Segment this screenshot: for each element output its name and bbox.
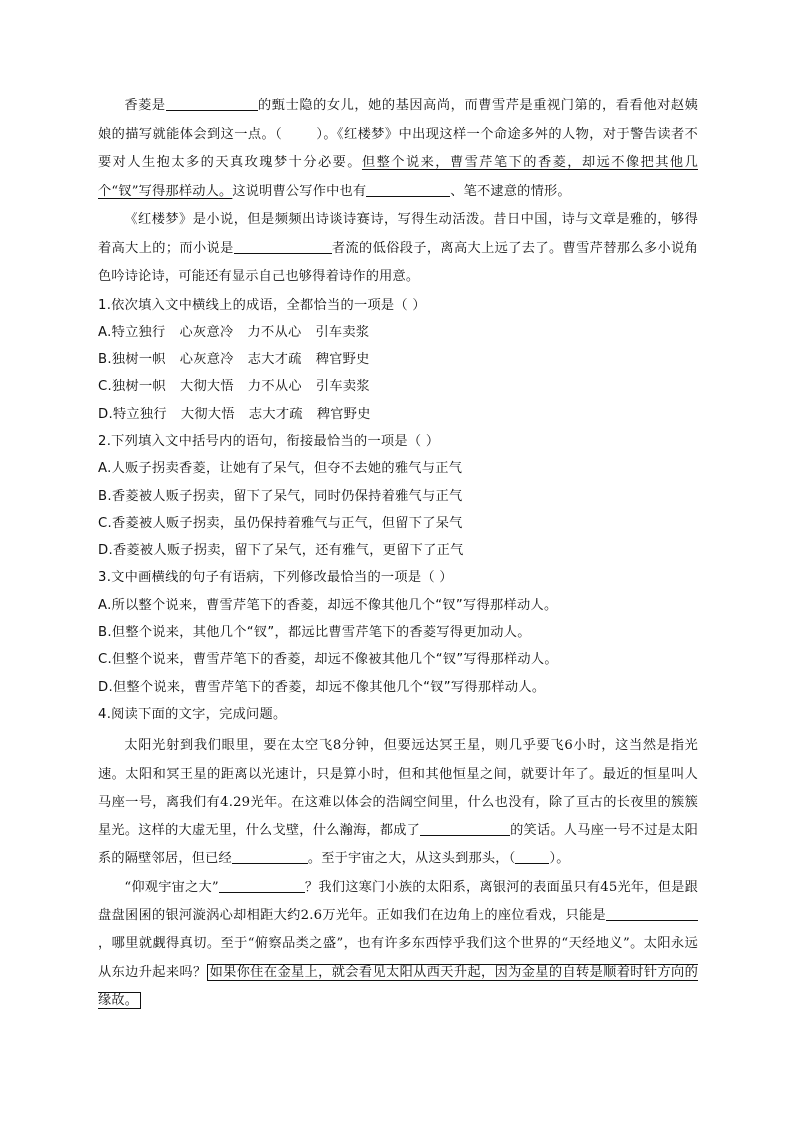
question-3-option-a[interactable]: A.所以整个说来，曹雪芹笔下的香菱，却远不像其他几个“钗”写得那样动人。 <box>98 597 558 613</box>
question-1-option-c[interactable] <box>98 373 698 400</box>
option-word: 志大才疏 <box>248 406 303 422</box>
option-word: 稗官野史 <box>316 406 371 422</box>
question-3-stem: 3.文中画横线的句子有语病，下列修改最恰当的一项是（ ） <box>98 570 453 586</box>
option-word: 大彻大悟 <box>179 379 234 395</box>
question-3-option-b[interactable]: B.但整个说来，其他几个“钗”，都远比曹雪芹笔下的香菱写得更加动人。 <box>98 625 531 641</box>
question-1-option-b[interactable] <box>98 346 698 373</box>
fill-blank-8 <box>606 906 698 922</box>
option-word: 引车卖浆 <box>315 379 370 395</box>
text-segment: ？我们这寒门小族的太阳系，离银河的表面虽只有45光年，但是跟盘盘囷囷的银河漩涡心却相距大约2.6万光年。正如我们在边角上的座位看戏，只能是 <box>98 879 698 924</box>
option-word: C.独树一帜 <box>98 379 166 395</box>
question-2-stem: 2.下列填入文中括号内的语句，衔接最恰当的一项是（ ） <box>98 433 440 449</box>
text-segment: 、笔不逮意的情形。 <box>450 183 571 199</box>
text-segment: 。至于宇宙之大，从这头到那头，（ <box>307 851 516 867</box>
passage2-paragraph2 <box>98 874 698 1015</box>
option-word: 志大才疏 <box>247 352 302 368</box>
text-segment: 者流的低俗段子，离高大上远了去了。曹雪芹替那么多小说角色吟诗论诗，可能还有显示自己也够得着诗作的用意。 <box>98 240 699 284</box>
question-2-option-d[interactable]: D.香菱被人贩子拐卖，留下了呆气，还有雅气，更留下了正气 <box>98 543 464 559</box>
text-segment: 太阳光射到我们眼里，要在太空飞8分钟，但要远达冥王星，则几乎要飞6小时，这当然是指光速。太阳和冥王星的距离以光速计，只是算小时，但和其他恒星之间，就要计年了。最近的恒星叫人马座一号，离我们有4.29光年。在这难以体会的浩阔空间里，什么也没有，除了亘古的长夜里的簇簇星光。这样的大虚无里，什么戈壁，什么瀚海，都成了 <box>98 738 698 839</box>
question-2-option-a[interactable]: A.人贩子拐卖香菱，让她有了呆气，但夺不去她的雅气与正气 <box>98 461 463 477</box>
question-4-stem: 4.阅读下面的文字，完成问题。 <box>98 706 287 722</box>
question-1-option-a[interactable] <box>98 319 698 346</box>
fill-blank-7 <box>219 877 305 893</box>
underlined-sentence: 但整个说来，曹雪芹笔下的香菱，却远不像把其他几个“钗”写得那样动人。 <box>98 155 698 199</box>
option-word: 引车卖浆 <box>315 324 370 340</box>
question-2-option-c[interactable]: C.香菱被人贩子拐卖，虽仍保持着雅气与正气，但留下了呆气 <box>98 515 463 531</box>
question-3-option-d[interactable]: D.但整个说来，曹雪芹笔下的香菱，却远不像其他几个“钗”写得那样动人。 <box>98 679 546 695</box>
option-word: 心灰意冷 <box>179 324 234 340</box>
passage2-paragraph1 <box>98 732 698 873</box>
text-segment: 香菱是 <box>124 98 166 113</box>
option-word: 力不从心 <box>247 324 302 340</box>
fill-blank-4 <box>420 821 510 837</box>
text-segment: ）。 <box>549 851 570 867</box>
text-segment: 这说明曹公写作中也有 <box>232 183 367 199</box>
question-3-option-c[interactable]: C.但整个说来，曹雪芹笔下的香菱，却远不像被其他几个“钗”写得那样动人。 <box>98 652 558 668</box>
question-1-stem: 1.依次填入文中横线上的成语，全都恰当的一项是（ ） <box>98 297 426 313</box>
fill-blank-2 <box>366 181 450 197</box>
passage1-paragraph2 <box>98 206 698 292</box>
text-segment: ，哪里就觑得真切。至于“俯察品类之盛”，也有许多东西悖乎我们这个世界的“天经地义”。太阳永远从东边升起来吗？ <box>98 936 698 980</box>
fill-blank-1 <box>166 95 258 111</box>
boxed-sentence: 如果你住在金星上，就会看见太阳从西天升起，因为金星的自转是顺着时针方向的缘故。 <box>98 964 698 1008</box>
option-word: A.特立独行 <box>98 324 166 340</box>
option-word: 力不从心 <box>247 379 302 395</box>
fill-blank-5 <box>232 849 308 865</box>
fill-blank-3 <box>234 238 332 254</box>
text-segment: “仰观宇宙之大” <box>124 879 219 895</box>
text-segment: 的笑话。人马座一号不过是太阳系的隔壁邻居，但已经 <box>98 823 698 867</box>
fill-blank-6 <box>515 849 549 865</box>
passage1-paragraph1 <box>98 92 698 206</box>
option-word: D.特立独行 <box>98 406 167 422</box>
reading-passage <box>98 732 698 1015</box>
option-word: 稗官野史 <box>315 352 370 368</box>
question-2-option-b[interactable]: B.香菱被人贩子拐卖，留下了呆气，同时仍保持着雅气与正气 <box>98 488 463 504</box>
question-1-option-d[interactable] <box>98 401 698 428</box>
document-page <box>98 92 698 1015</box>
text-segment: ）。《红楼梦》中出现这样一个命途多舛的人物，对于警告读者不要对人生抱太多的天真玫瑰梦十分必要。 <box>98 126 698 170</box>
option-word: B.独树一帜 <box>98 352 166 368</box>
option-word: 心灰意冷 <box>179 352 234 368</box>
text-segment: 的甄士隐的女儿，她的基因高尚，而曹雪芹是重视门第的，看看他对赵姨娘的描写就能体会到这一点。（ <box>98 98 698 142</box>
option-word: 大彻大悟 <box>180 406 235 422</box>
text-segment: 《红楼梦》是小说，但是频频出诗谈诗赛诗，写得生动活泼。昔日中国，诗与文章是雅的，够得着高大上的；而小说是 <box>98 212 698 256</box>
